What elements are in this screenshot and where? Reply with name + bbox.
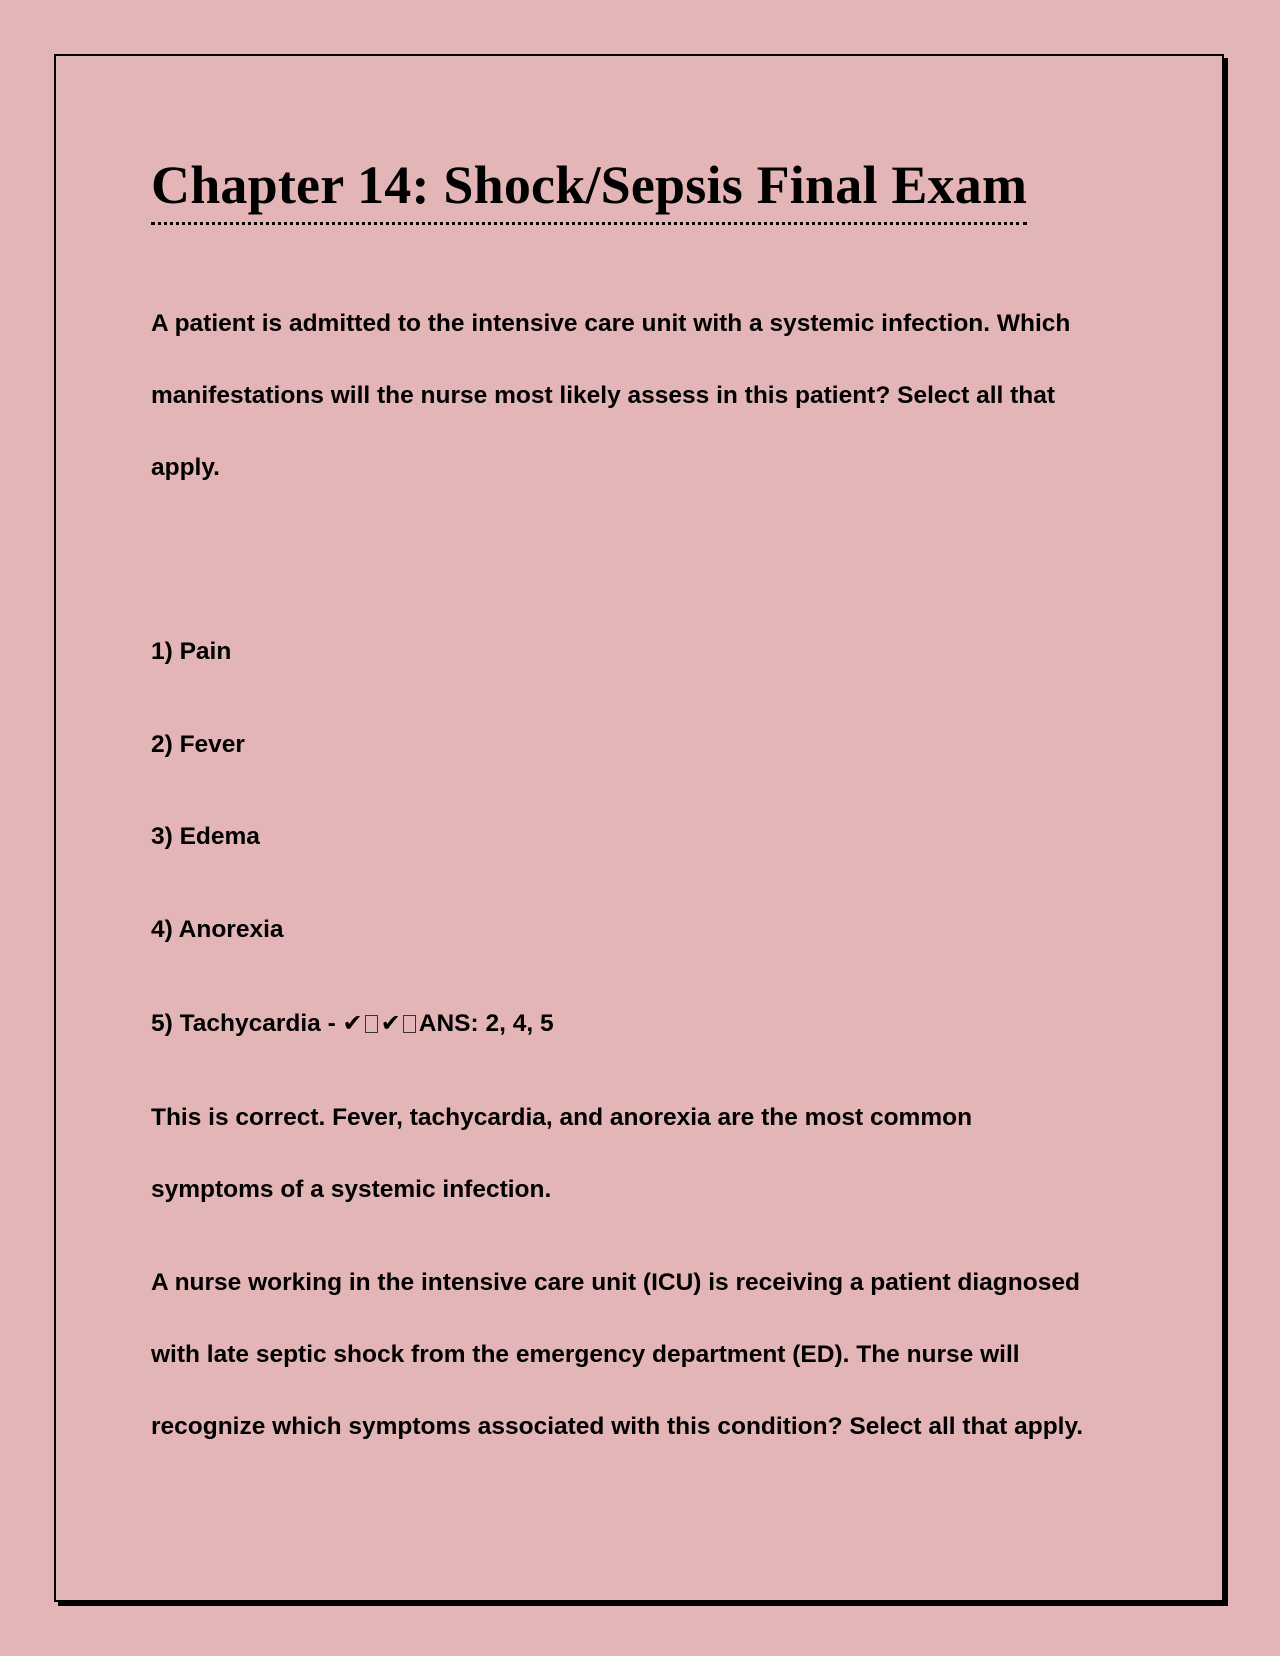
question-1-line: A patient is admitted to the intensive care unit with a systemic infection. Which	[151, 310, 1071, 337]
question-2-stem	[151, 1247, 1083, 1463]
option-3: 3) Edema	[151, 823, 260, 850]
option-5-with-answer	[151, 1007, 554, 1040]
page-title: Chapter 14: Shock/Sepsis Final Exam	[151, 152, 1027, 225]
option-4: 4) Anorexia	[151, 916, 284, 943]
question-1-line: apply.	[151, 454, 220, 481]
question-2-line: A nurse working in the intensive care unit (ICU) is receiving a patient diagnosed	[151, 1269, 1080, 1296]
question-2-line: with late septic shock from the emergency department (ED). The nurse will	[151, 1341, 1020, 1368]
option-1: 1) Pain	[151, 638, 232, 665]
check-mark-icon: ✔	[380, 1009, 401, 1037]
explanation-line: symptoms of a systemic infection.	[151, 1176, 552, 1203]
question-2-line: recognize which symptoms associated with this condition? Select all that apply.	[151, 1413, 1084, 1440]
question-1-explanation	[151, 1082, 972, 1226]
explanation-line: This is correct. Fever, tachycardia, and anorexia are the most common	[151, 1104, 973, 1131]
option-2: 2) Fever	[151, 731, 245, 758]
check-mark-icon: ✔	[342, 1009, 363, 1037]
option-5: 5) Tachycardia -	[151, 1010, 343, 1037]
missing-glyph-box-icon	[403, 1015, 416, 1033]
answer-key: ANS: 2, 4, 5	[418, 1010, 554, 1037]
question-1-line: manifestations will the nurse most likely assess in this patient? Select all that	[151, 382, 1056, 409]
question-1-stem	[151, 288, 1070, 504]
missing-glyph-box-icon	[365, 1015, 378, 1033]
